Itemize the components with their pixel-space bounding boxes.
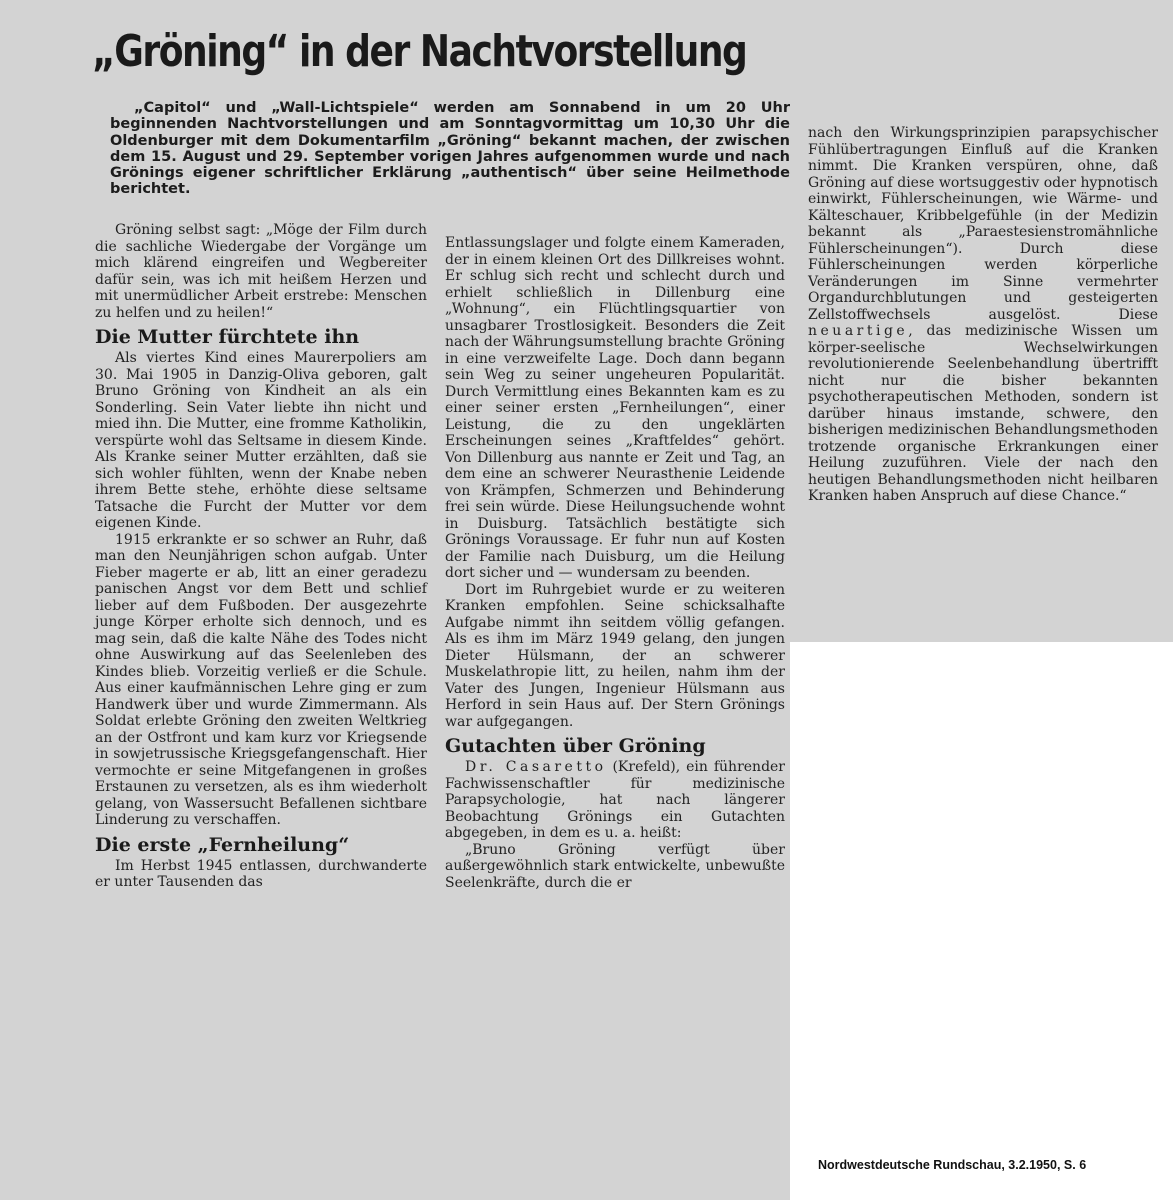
column-2-paragraph-3-text: (Krefeld), ein führender Fachwissenschaftler für medizinische Parapsychologie, hat nach längerer Beobachtung Grönings ein Gutachten abgegeben, in dem es u. a. heißt: [445, 759, 786, 841]
subheading-fernheilung: Die erste „Fernheilung“ [95, 833, 350, 856]
column-1 [95, 222, 427, 891]
column-1-paragraph-4: Im Herbst 1945 entlassen, durchwanderte er unter Tausenden das [95, 857, 427, 890]
lead-paragraph: „Capitol“ und „Wall-Lichtspiele“ werden am Sonnabend in um 20 Uhr beginnenden Nachtvorstellungen und am Sonntagvormittag um 10,30 Uhr die Oldenburger mit dem Dokumentarfilm „Gröning“ bekannt machen, der zwischen dem 15. August und 29. September vorigen Jahres aufgenommen wurde und nach Grönings eigener schriftlicher Erklärung „authentisch“ über seine Heilmethode berichtet. [110, 100, 790, 198]
column-3-text-end: , das medizinische Wissen um körper-seelische Wechselwirkungen revolutionierende Seelenbehandlung übertrifft nicht nur die bisher bekannten psychotherapeutischen Methoden, sondern ist darüber hinaus imstande, schwere, den bisherigen medizinischen Behandlungsmethoden trotzende organische Erkrankungen einer Heilung zuzuführen. Viele der nach den heutigen Behandlungsmethoden nicht heilbaren Kranken haben Anspruch auf diese Chance.“ [808, 323, 1158, 504]
column-3-text-start: nach den Wirkungsprinzipien parapsychischer Fühlübertragungen Einfluß auf die Kranken nimmt. Die Kranken verspüren, ohne, daß Gröning auf diese wortsuggestiv oder hypnotisch einwirkt, Fühlerscheinungen, wie Wärme- und Kälteschauer, Kribbelgefühle (in der Medizin bekannt als „Paraestesienstromähnliche Fühlerscheinungen“). Durch diese Fühlerscheinungen werden körperliche Veränderungen im Sinne vermehrter Organdurchblutungen und gesteigerten Zellstoffwechsels ausgelöst. Diese [808, 125, 1158, 323]
headline: „Gröning“ in der Nachtvorstellung [92, 26, 747, 77]
column-2 [445, 235, 785, 891]
white-margin-area [790, 642, 1173, 1200]
column-2-paragraph-4: „Bruno Gröning verfügt über außergewöhnlich stark entwickelte, unbewußte Seelenkräfte, durch die er [445, 841, 785, 891]
column-3 [808, 125, 1158, 505]
column-1-paragraph-3: 1915 erkrankte er so schwer an Ruhr, daß man den Neunjährigen schon aufgab. Unter Fieber magerte er ab, litt an einer geradezu panischen Angst vor dem Bett und schlief lieber auf dem Fußboden. Der ausgezehrte junge Körper erholte sich dennoch, und es mag sein, daß die kalte Nähe des Todes nicht ohne Auswirkung auf das Seelenleben des Kindes blieb. Vorzeitig verließ er die Schule. Aus einer kaufmännischen Lehre ging er zum Handwerk über und wurde Zimmermann. Als Soldat erlebte Gröning den zweiten Weltkrieg an der Ostfront und kam kurz vor Kriegsende in sowjetrussische Kriegsgefangenschaft. Hier vermochte er seine Mitgefangenen in großes Erstaunen zu versetzen, als es ihm wiederholt gelang, von Wassersucht Befallenen sichtbare Linderung zu verschaffen. [95, 531, 427, 828]
casaretto-name: Dr. Casaretto [465, 759, 607, 775]
column-1-paragraph-2: Als viertes Kind eines Maurerpoliers am 30. Mai 1905 in Danzig-Oliva geboren, galt Bruno Gröning von Kindheit an als ein Sonderling. Sein Vater liebte ihn nicht und mied ihn. Die Mutter, eine fromme Katholikin, verspürte wohl das Seltsame in diesem Kinde. Als Kranke seiner Mutter erzählten, daß sie sich wohler fühlten, wenn der Knabe neben ihrem Bette stehe, erhöhte diese seltsame Tatsache die Furcht der Mutter vor dem eigenen Kinde. [95, 350, 427, 531]
spaced-word-neuartige: neuartige [808, 323, 909, 339]
column-2-paragraph-2: Dort im Ruhrgebiet wurde er zu weiteren Kranken empfohlen. Seine schicksalhafte Aufgabe nimmt ihn seitdem völlig gefangen. Als es ihm im März 1949 gelang, den jungen Dieter Hülsmann, der an schwerer Muskelathropie litt, zu heilen, nahm ihm der Vater des Jungen, Ingenieur Hülsmann aus Herford in sein Haus auf. Der Stern Grönings war aufgegangen. [445, 581, 785, 730]
subheading-gutachten: Gutachten über Gröning [445, 735, 706, 757]
column-1-paragraph-1: Gröning selbst sagt: „Möge der Film durch die sachliche Wiedergabe der Vorgänge um mich klärend eingreifen und Wegbereiter dafür sein, was ich mit heißem Herzen und mit unermüdlicher Arbeit erstrebe: Menschen zu helfen und zu heilen!“ [95, 222, 427, 321]
column-2-paragraph-1: Entlassungslager und folgte einem Kameraden, der in einem kleinen Ort des Dillkreises wohnt. Er schlug sich recht und schlecht durch und erhielt schließlich in Dillenburg eine „Wohnung“, ein Flüchtlingsquartier von unsagbarer Trostlosigkeit. Besonders die Zeit nach der Währungsumstellung brachte Gröning in eine verzweifelte Lage. Doch dann begann sein Weg zu seiner ungeheuren Popularität. Durch Vermittlung eines Bekannten kam es zu einer seiner ersten „Fernheilungen“, einer Leistung, die zu den ungeklärten Erscheinungen seines „Kraftfeldes“ gehört. Von Dillenburg aus nannte er Zeit und Tag, an dem eine an schwerer Neurasthenie Leidende von Krämpfen, Schmerzen und Behinderung frei sein würde. Diese Heilungsuchende wohnt in Duisburg. Tatsächlich bestätigte sich Grönings Voraussage. Er fuhr nun auf Kosten der Familie nach Duisburg, um die Heilung dort sicher und — wundersam zu beenden. [445, 235, 785, 581]
subheading-mutter: Die Mutter fürchtete ihn [95, 326, 360, 348]
source-caption: Nordwestdeutsche Rundschau, 3.2.1950, S. 6 [818, 1158, 1087, 1172]
column-3-paragraph-1 [808, 125, 1158, 505]
column-2-paragraph-3 [445, 759, 785, 842]
